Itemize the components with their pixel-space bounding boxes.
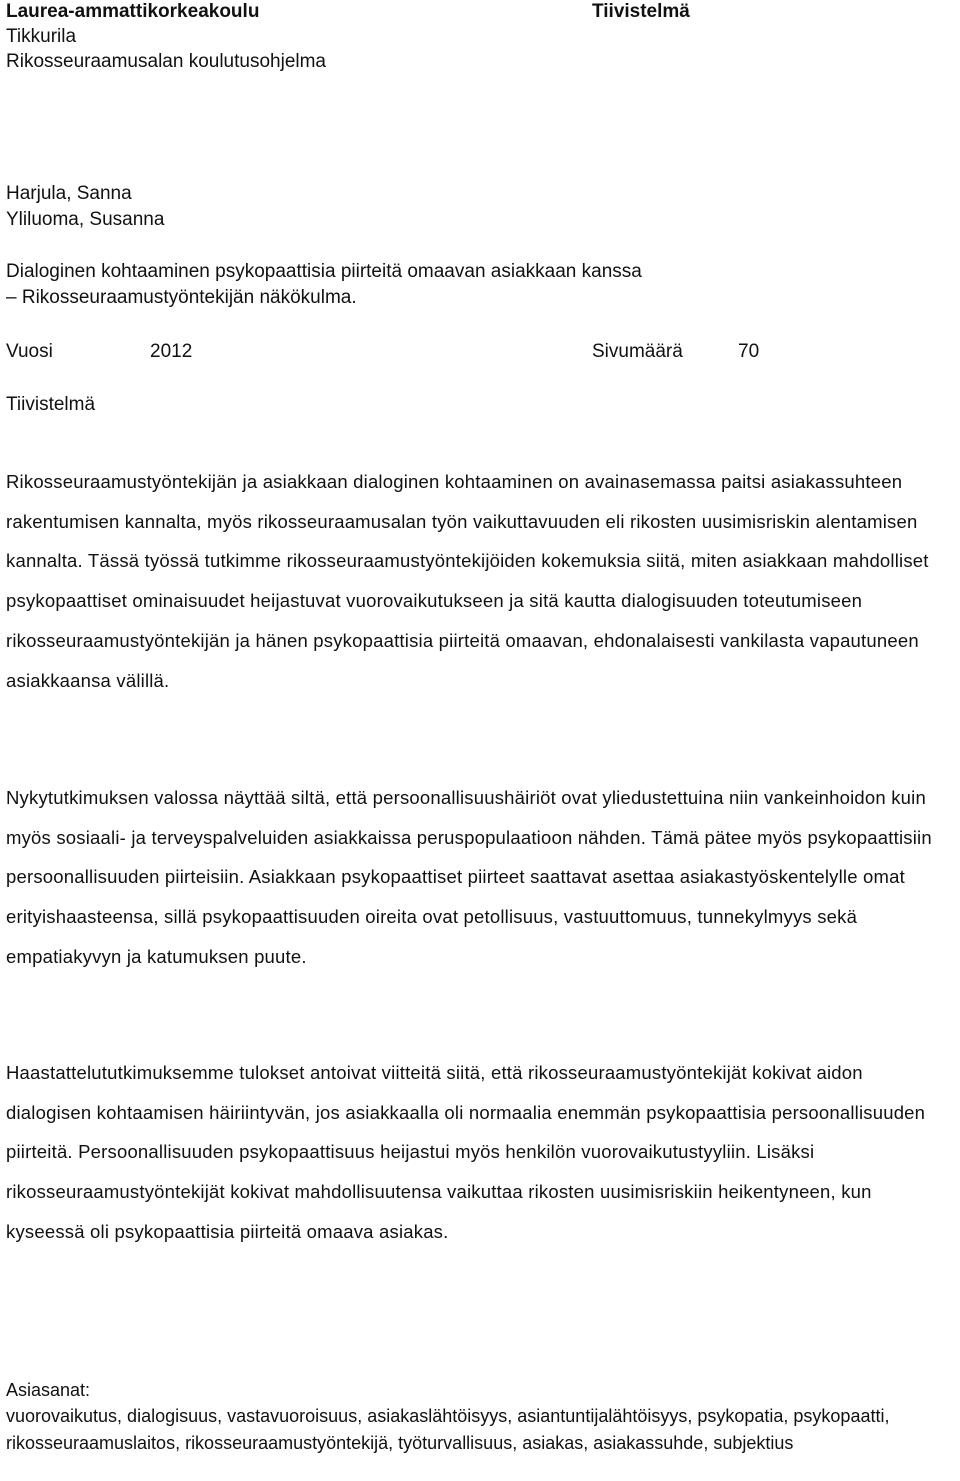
pages-label: Sivumäärä	[592, 341, 683, 362]
abstract-paragraph-3: Haastattelututkimuksemme tulokset antoivat viitteitä siitä, että rikosseuraamustyöntekijät kokivat aidon dialogisen kohtaamisen häiriintyvän, jos asiakkaalla oli normaalia enemmän psykopaattisia persoonallisuuden piirteitä. Persoonallisuuden psykopaattisuus heijastui myös henkilön vuorovaikutustyyliin. Lisäksi rikosseuraamustyöntekijät kokivat mahdollisuutensa vaikuttaa rikosten uusimisriskiin heikentyneen, kun kyseessä oli psykopaattisia piirteitä omaava asiakas.	[6, 1062, 926, 1242]
campus-name: Tikkurila	[6, 26, 77, 47]
abstract-paragraph-1: Rikosseuraamustyöntekijän ja asiakkaan dialoginen kohtaaminen on avainasemassa paitsi asiakassuhteen rakentumisen kannalta, myös rikosseuraamusalan työn vaikuttavuuden eli rikosten uusimisriskin alentamisen kannalta. Tässä työssä tutkimme rikosseuraamustyöntekijöiden kokemuksia siitä, miten asiakkaan mahdolliset psykopaattiset ominaisuudet heijastuvat vuorovaikutukseen ja sitä kautta dialogisuuden toteutumiseen rikosseuraamustyöntekijän ja hänen psykopaattisia piirteitä omaavan, ehdonalaisesti vankilasta vapautuneen asiakkaansa välillä.	[6, 471, 929, 691]
abstract-paragraph-2: Nykytutkimuksen valossa näyttää siltä, että persoonallisuushäiriöt ovat yliedustettuina niin vankeinhoidon kuin myös sosiaali- ja terveyspalveluiden asiakkaissa peruspopulaatioon nähden. Tämä pätee myös psykopaattisiin persoonallisuuden piirteisiin. Asiakkaan psykopaattiset piirteet saattavat asettaa asiakastyöskentelylle omat erityishaasteensa, sillä psykopaattisuuden oireita ovat petollisuus, vastuuttomuus, tunnekylmyys sekä empatiakyvyn ja katumuksen puute.	[6, 787, 932, 967]
author-2: Yliluoma, Susanna	[6, 209, 165, 230]
author-1: Harjula, Sanna	[6, 183, 132, 204]
keywords-text: vuorovaikutus, dialogisuus, vastavuoroisuus, asiakaslähtöisyys, asiantuntijalähtöisyys, psykopatia, psykopaatti, rikosseuraamuslaitos, rikosseuraamustyöntekijä, työturvallisuus, asiakas, asiakassuhde, subjektius	[6, 1406, 890, 1453]
thesis-title-line-1: Dialoginen kohtaaminen psykopaattisia piirteitä omaavan asiakkaan kanssa	[6, 261, 642, 282]
document-type: Tiivistelmä	[592, 1, 690, 22]
keywords-label: Asiasanat:	[6, 1380, 91, 1400]
thesis-title-line-2: – Rikosseuraamustyöntekijän näkökulma.	[6, 287, 357, 308]
year-value: 2012	[150, 341, 193, 362]
pages-value: 70	[738, 341, 760, 362]
abstract-heading: Tiivistelmä	[6, 394, 96, 415]
year-label: Vuosi	[6, 341, 53, 362]
institution-name: Laurea-ammattikorkeakoulu	[6, 1, 260, 22]
programme-name: Rikosseuraamusalan koulutusohjelma	[6, 51, 327, 72]
